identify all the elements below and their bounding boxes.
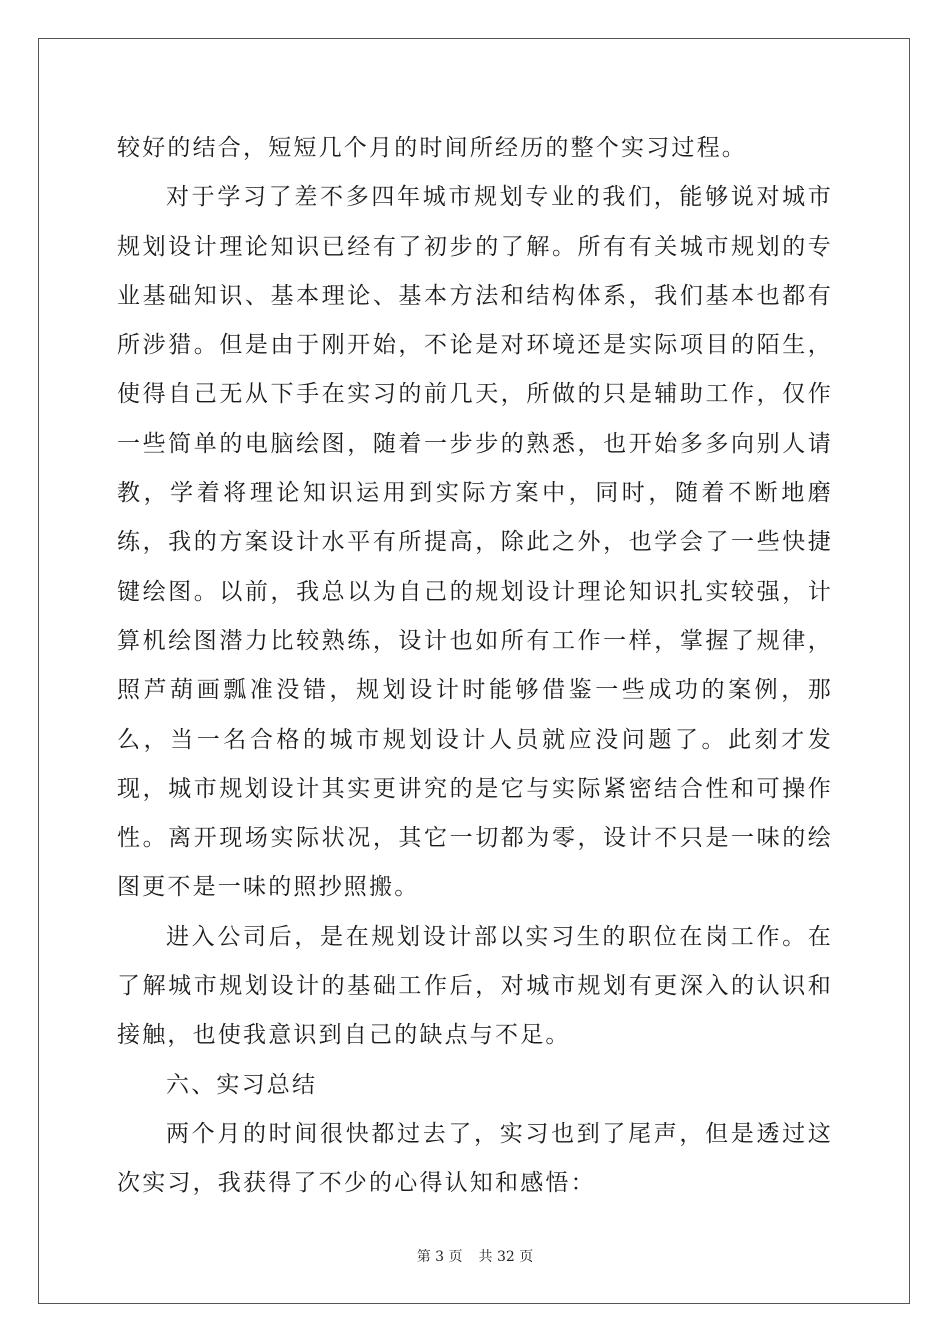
document-body: [117, 124, 833, 1209]
paragraph-planning-knowledge: 对于学习了差不多四年城市规划专业的我们，能够说对城市规划设计理论知识已经有了初步的了解。所有有关城市规划的专业基础知识、基本理论、基本方法和结构体系，我们基本也都有所涉猎。但是由于刚开始，不论是对环境还是实际项目的陌生，使得自己无从下手在实习的前几天，所做的只是辅助工作，仅作一些简单的电脑绘图，随着一步步的熟悉，也开始多多向别人请教，学着将理论知识运用到实际方案中，同时，随着不断地磨练，我的方案设计水平有所提高，除此之外，也学会了一些快捷键绘图。以前，我总以为自己的规划设计理论知识扎实较强，计算机绘图潜力比较熟练，设计也如所有工作一样，掌握了规律，照芦葫画瓢准没错，规划设计时能够借鉴一些成功的案例，那么，当一名合格的城市规划设计人员就应没问题了。此刻才发现，城市规划设计其实更讲究的是它与实际紧密结合性和可操作性。离开现场实际状况，其它一切都为零，设计不只是一味的绘图更不是一味的照抄照搬。: [117, 184, 833, 901]
page-footer: [0, 1248, 950, 1266]
paragraph-company-entry: 进入公司后，是在规划设计部以实习生的职位在岗工作。在了解城市规划设计的基础工作后，对城市规划有更深入的认识和接触，也使我意识到自己的缺点与不足。: [117, 923, 833, 1049]
paragraph-continuation: 较好的结合，短短几个月的时间所经历的整个实习过程。: [117, 135, 747, 161]
section-heading-summary: 六、实习总结: [166, 1071, 318, 1098]
page-total: 共 32 页: [478, 1249, 534, 1265]
page-number: 第 3 页: [416, 1249, 463, 1265]
paragraph-summary: 两个月的时间很快都过去了，实习也到了尾声，但是透过这次实习，我获得了不少的心得认知和感悟：: [117, 1120, 833, 1197]
